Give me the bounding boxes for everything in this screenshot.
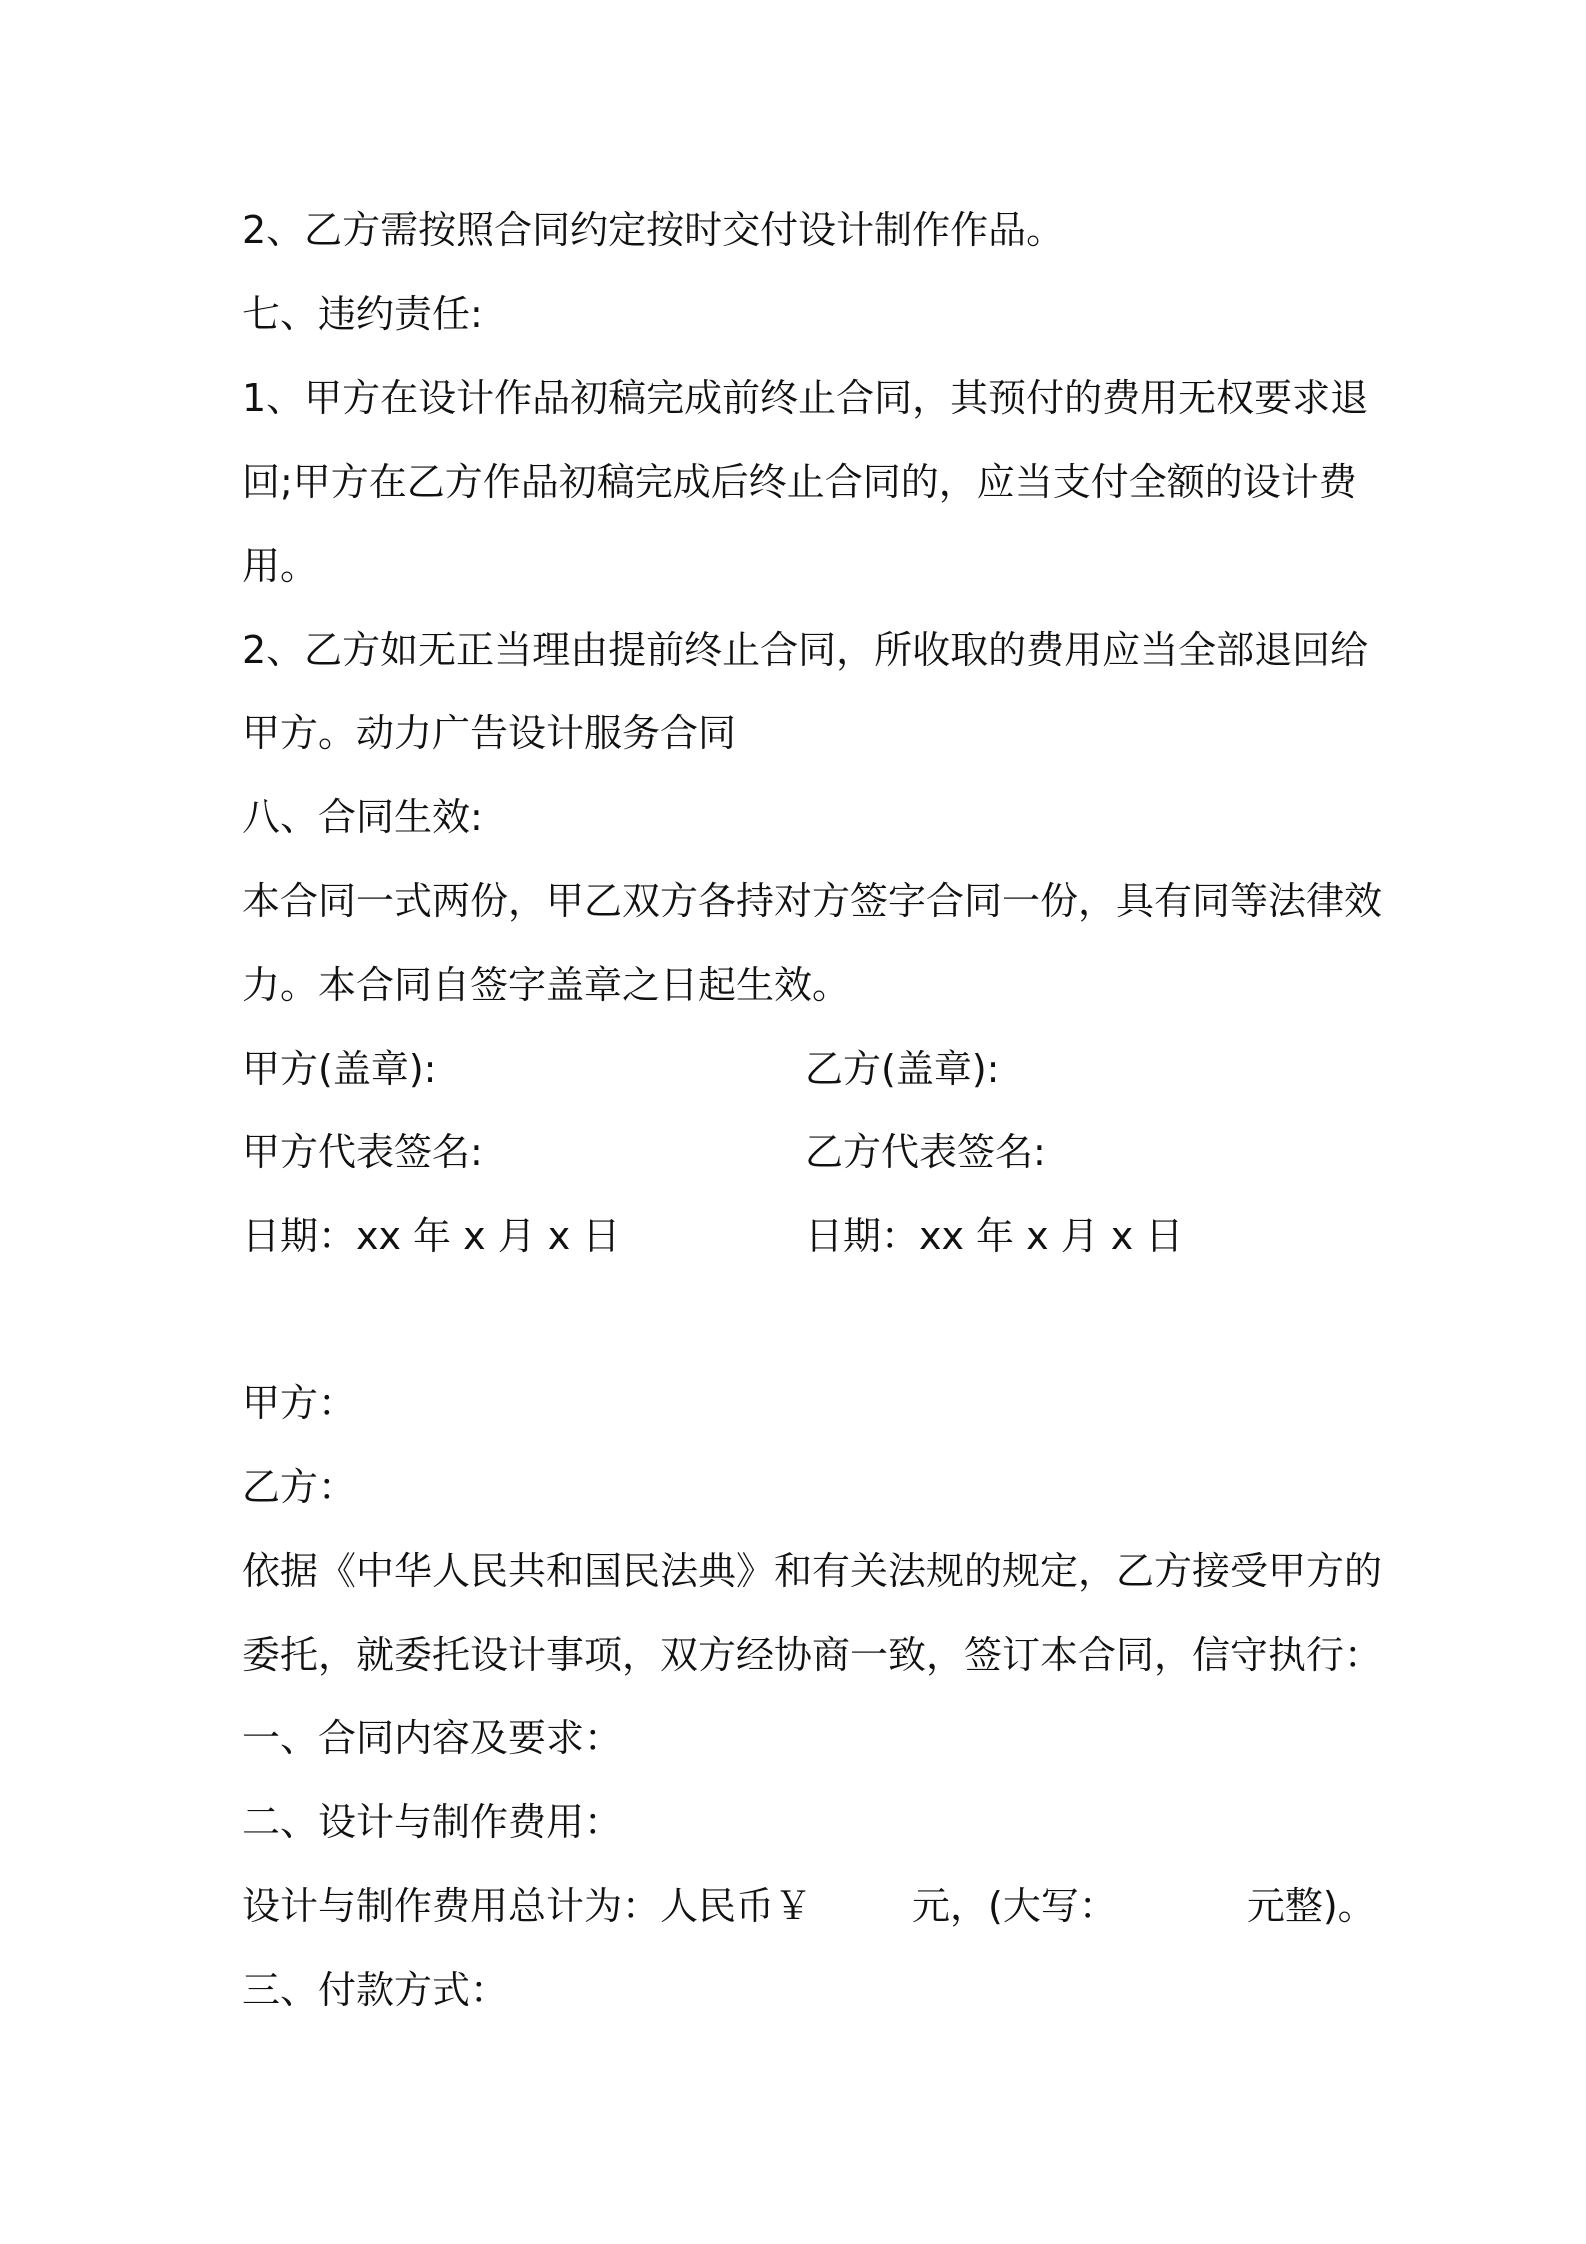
clause-delivery: 2、乙方需按照合同约定按时交付设计制作作品。 (242, 208, 1065, 252)
clause-termination-line-1: 1、甲方在设计作品初稿完成前终止合同，其预付的费用无权要求退 (242, 376, 1369, 420)
section-payment-heading: 三、付款方式： (242, 1968, 509, 2012)
party-a-date: 日期：xx 年 x 月 x 日 (242, 1214, 621, 1258)
section-content-heading: 一、合同内容及要求： (242, 1716, 623, 1760)
section-effective-heading: 八、合同生效: (242, 795, 483, 839)
clause-termination-line-2: 回;甲方在乙方作品初稿完成后终止合同的，应当支付全额的设计费 (242, 460, 1357, 504)
section-breach-heading: 七、违约责任: (242, 292, 483, 336)
fee-suffix: 元整)。 (1246, 1884, 1376, 1928)
party-b-label: 乙方： (242, 1465, 357, 1509)
fee-prefix: 设计与制作费用总计为：人民币￥ (242, 1884, 813, 1928)
party-b-seal: 乙方(盖章): (805, 1047, 1000, 1091)
clause-termination-line-3: 用。 (242, 544, 319, 588)
section-fee-heading: 二、设计与制作费用： (242, 1800, 623, 1844)
party-b-date: 日期：xx 年 x 月 x 日 (805, 1214, 1184, 1258)
fee-total-line (242, 1882, 1376, 1930)
party-a-representative: 甲方代表签名: (242, 1130, 483, 1174)
clause-effective-line-1: 本合同一式两份，甲乙双方各持对方签字合同一份，具有同等法律效 (242, 879, 1383, 923)
clause-refund-line-2: 甲方。动力广告设计服务合同 (242, 711, 737, 755)
party-b-representative: 乙方代表签名: (805, 1130, 1046, 1174)
party-a-label: 甲方： (242, 1381, 357, 1425)
clause-refund-line-1: 2、乙方如无正当理由提前终止合同，所收取的费用应当全部退回给 (242, 628, 1369, 672)
party-a-seal: 甲方(盖章): (242, 1047, 437, 1091)
clause-effective-line-2: 力。本合同自签字盖章之日起生效。 (242, 963, 851, 1007)
intro-line-1: 依据《中华人民共和国民法典》和有关法规的规定，乙方接受甲方的 (242, 1549, 1383, 1593)
intro-line-2: 委托，就委托设计事项，双方经协商一致，签订本合同，信守执行： (242, 1633, 1383, 1677)
fee-mid: 元，(大写： (912, 1884, 1117, 1928)
